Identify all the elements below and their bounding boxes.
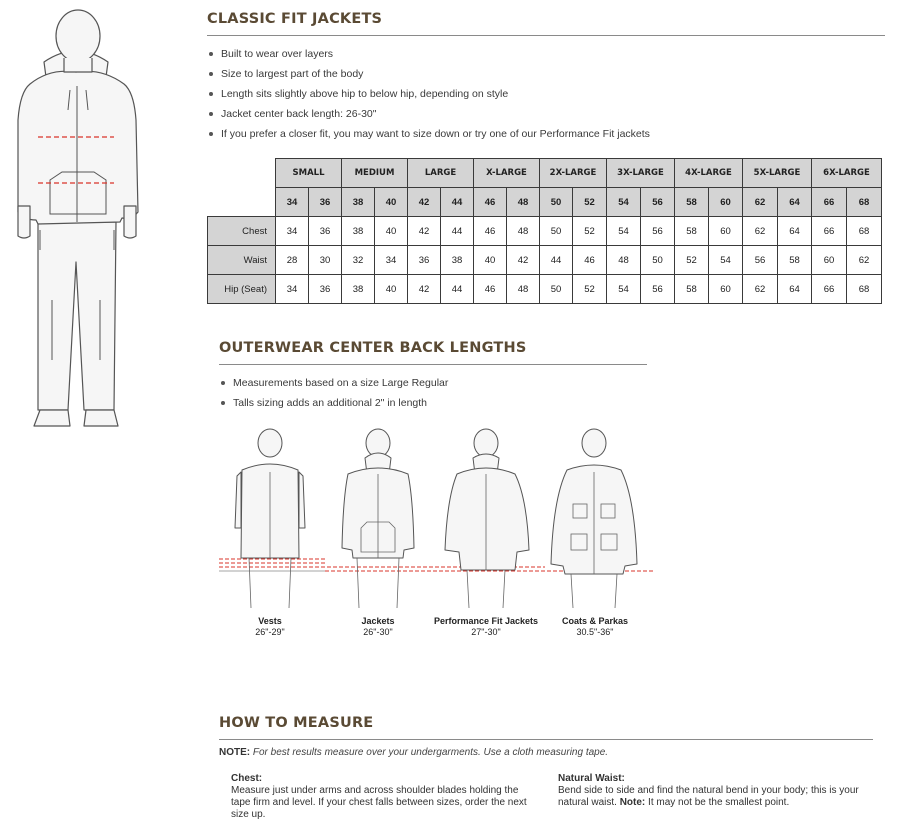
figure-range: 26"-29" — [255, 627, 285, 637]
size-number-header: 42 — [408, 188, 441, 217]
how-to-measure-rule — [219, 739, 873, 740]
waist-heading: Natural Waist: — [558, 773, 625, 784]
bullet-item: If you prefer a closer fit, you may want to size down or try one of our Performance Fit jackets — [207, 127, 650, 147]
table-cell: 54 — [607, 217, 641, 246]
table-cell: 42 — [507, 246, 540, 275]
table-cell: 32 — [342, 246, 375, 275]
outerwear-rule — [219, 364, 647, 365]
outerwear-bullets — [219, 376, 448, 416]
size-number-header: 68 — [847, 188, 882, 217]
classic-fit-bullets — [207, 47, 650, 147]
bullet-item: Built to wear over layers — [207, 47, 650, 67]
outerwear-title: OUTERWEAR CENTER BACK LENGTHS — [219, 340, 527, 356]
chest-instructions — [231, 773, 531, 821]
figure-name: Performance Fit Jackets — [433, 616, 539, 626]
size-number-header: 34 — [276, 188, 309, 217]
figure-label-performance — [426, 616, 546, 637]
how-to-measure-title: HOW TO MEASURE — [219, 715, 374, 731]
size-number-header: 48 — [507, 188, 540, 217]
table-cell: 46 — [474, 217, 507, 246]
table-cell: 38 — [441, 246, 474, 275]
table-cell: 42 — [408, 275, 441, 304]
size-number-header: 36 — [309, 188, 342, 217]
table-cell: 48 — [507, 217, 540, 246]
size-number-row — [208, 188, 882, 217]
table-cell: 60 — [709, 275, 743, 304]
size-number-header: 46 — [474, 188, 507, 217]
table-cell: 60 — [812, 246, 847, 275]
size-group-header: 6X-LARGE — [812, 159, 882, 188]
bullet-item: Jacket center back length: 26-30" — [207, 107, 650, 127]
size-number-header: 52 — [573, 188, 607, 217]
table-cell: 48 — [507, 275, 540, 304]
table-cell: 68 — [847, 217, 882, 246]
table-cell: 50 — [540, 217, 573, 246]
bullet-item: Talls sizing adds an additional 2" in length — [219, 396, 448, 416]
table-cell: 58 — [675, 275, 709, 304]
size-group-header: 5X-LARGE — [743, 159, 812, 188]
waist-note-text: It may not be the smallest point. — [645, 797, 790, 808]
table-cell: 66 — [812, 275, 847, 304]
table-cell: 30 — [309, 246, 342, 275]
table-cell: 56 — [641, 217, 675, 246]
table-cell: 46 — [573, 246, 607, 275]
size-number-header: 38 — [342, 188, 375, 217]
table-cell: 52 — [573, 217, 607, 246]
bullet-item: Size to largest part of the body — [207, 67, 650, 87]
table-cell: 48 — [607, 246, 641, 275]
size-number-header: 56 — [641, 188, 675, 217]
waist-instructions — [558, 773, 868, 809]
size-number-header: 54 — [607, 188, 641, 217]
table-cell: 28 — [276, 246, 309, 275]
size-number-header: 58 — [675, 188, 709, 217]
waist-text: Bend side to side and find the natural bend in your body; this is your natural waist. — [558, 785, 859, 808]
size-group-header: 4X-LARGE — [675, 159, 743, 188]
table-cell: 50 — [641, 246, 675, 275]
chest-text: Measure just under arms and across shoulder blades holding the tape firm and level. If your chest falls between sizes, order the next size up. — [231, 785, 527, 820]
table-cell: 40 — [375, 275, 408, 304]
table-cell: 56 — [641, 275, 675, 304]
table-cell: 68 — [847, 275, 882, 304]
table-cell: 40 — [474, 246, 507, 275]
bullet-item: Measurements based on a size Large Regular — [219, 376, 448, 396]
figure-range: 30.5"-36" — [576, 627, 614, 637]
table-cell: 34 — [375, 246, 408, 275]
table-cell: 66 — [812, 217, 847, 246]
note-label: NOTE: — [219, 747, 251, 758]
figure-range: 26"-30" — [363, 627, 393, 637]
table-cell: 54 — [607, 275, 641, 304]
table-cell: 44 — [441, 275, 474, 304]
table-cell: 34 — [276, 275, 309, 304]
row-label: Hip (Seat) — [208, 275, 276, 304]
figure-label-vests — [210, 616, 330, 637]
measure-note — [219, 747, 608, 758]
table-cell: 62 — [847, 246, 882, 275]
size-group-header: 2X-LARGE — [540, 159, 607, 188]
table-cell: 36 — [309, 217, 342, 246]
figure-name: Coats & Parkas — [561, 616, 629, 626]
table-row-chest — [208, 217, 882, 246]
figure-name: Vests — [258, 616, 282, 626]
size-number-header: 40 — [375, 188, 408, 217]
row-label: Waist — [208, 246, 276, 275]
size-number-header: 64 — [778, 188, 812, 217]
row-label: Chest — [208, 217, 276, 246]
table-cell: 36 — [408, 246, 441, 275]
table-row-waist — [208, 246, 882, 275]
size-number-header: 66 — [812, 188, 847, 217]
table-cell: 46 — [474, 275, 507, 304]
table-cell: 60 — [709, 217, 743, 246]
jacket-figure-illustration — [0, 0, 160, 435]
table-cell: 52 — [573, 275, 607, 304]
table-cell: 54 — [709, 246, 743, 275]
table-cell: 56 — [743, 246, 778, 275]
figure-name: Jackets — [361, 616, 395, 626]
size-group-header: SMALL — [276, 159, 342, 188]
table-cell: 64 — [778, 217, 812, 246]
note-text: For best results measure over your undergarments. Use a cloth measuring tape. — [250, 747, 609, 758]
figure-label-jackets — [318, 616, 438, 637]
table-cell: 58 — [778, 246, 812, 275]
size-chart-table — [207, 158, 882, 304]
size-group-header: MEDIUM — [342, 159, 408, 188]
table-cell: 62 — [743, 275, 778, 304]
outerwear-figures-illustration — [215, 428, 655, 618]
size-number-header: 50 — [540, 188, 573, 217]
table-cell: 38 — [342, 217, 375, 246]
size-number-header: 44 — [441, 188, 474, 217]
table-row-hip — [208, 275, 882, 304]
waist-note-label: Note: — [619, 797, 646, 808]
table-cell: 44 — [441, 217, 474, 246]
table-cell: 34 — [276, 217, 309, 246]
size-group-header: LARGE — [408, 159, 474, 188]
table-cell: 62 — [743, 217, 778, 246]
table-cell: 58 — [675, 217, 709, 246]
size-number-header: 60 — [709, 188, 743, 217]
classic-fit-title: CLASSIC FIT JACKETS — [207, 11, 383, 27]
figure-label-coats — [535, 616, 655, 637]
size-number-header: 62 — [743, 188, 778, 217]
chest-heading: Chest: — [231, 773, 263, 784]
table-cell: 38 — [342, 275, 375, 304]
size-group-header: X-LARGE — [474, 159, 540, 188]
bullet-item: Length sits slightly above hip to below hip, depending on style — [207, 87, 650, 107]
table-cell: 52 — [675, 246, 709, 275]
table-cell: 36 — [309, 275, 342, 304]
table-cell: 64 — [778, 275, 812, 304]
table-cell: 42 — [408, 217, 441, 246]
size-group-header: 3X-LARGE — [607, 159, 675, 188]
table-cell: 50 — [540, 275, 573, 304]
size-group-row — [208, 159, 882, 188]
figure-range: 27"-30" — [471, 627, 501, 637]
table-cell: 44 — [540, 246, 573, 275]
table-cell: 40 — [375, 217, 408, 246]
classic-fit-rule — [207, 35, 885, 36]
